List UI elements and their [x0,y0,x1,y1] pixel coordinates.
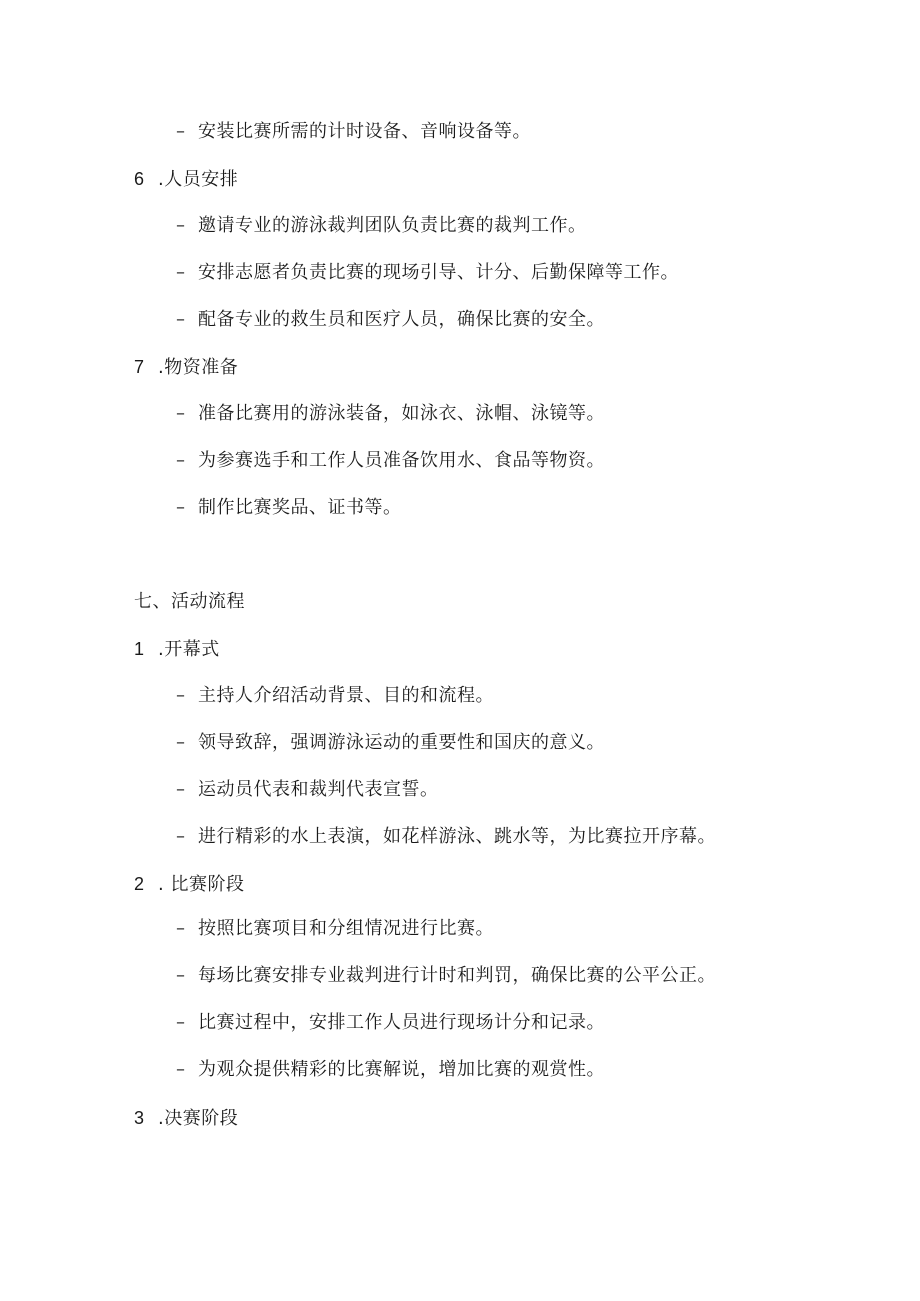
section-title: .物资准备 [158,357,239,378]
list-item [176,684,494,708]
dash-bullet: – [176,732,186,753]
list-item [176,496,402,520]
list-item [176,120,531,144]
dash-bullet: – [176,1012,186,1033]
section-number: 3 [134,1108,145,1128]
chapter-title: 七、活动流程 [134,591,245,612]
section-title: .人员安排 [158,169,239,190]
item-text: 主持人介绍活动背景、目的和流程。 [198,685,494,706]
dash-bullet: – [176,403,186,424]
item-text: 运动员代表和裁判代表宣誓。 [198,779,439,800]
numbered-heading [134,637,220,662]
list-item [176,917,494,941]
list-item [176,214,587,238]
list-item [176,402,605,426]
section-title: .开幕式 [158,639,220,660]
item-text: 为观众提供精彩的比赛解说，增加比赛的观赏性。 [198,1059,605,1080]
section-title: . 比赛阶段 [158,874,245,895]
chapter-heading [134,590,245,614]
item-text: 为参赛选手和工作人员准备饮用水、食品等物资。 [198,450,605,471]
dash-bullet: – [176,309,186,330]
item-text: 按照比赛项目和分组情况进行比赛。 [198,918,494,939]
list-item [176,825,716,849]
item-text: 配备专业的救生员和医疗人员，确保比赛的安全。 [198,309,605,330]
item-text: 安排志愿者负责比赛的现场引导、计分、后勤保障等工作。 [198,262,679,283]
dash-bullet: – [176,450,186,471]
dash-bullet: – [176,779,186,800]
item-text: 领导致辞，强调游泳运动的重要性和国庆的意义。 [198,732,605,753]
dash-bullet: – [176,262,186,283]
list-item [176,1058,605,1082]
numbered-heading [134,1106,238,1131]
section-number: 2 [134,874,145,894]
section-number: 7 [134,357,145,377]
dash-bullet: – [176,965,186,986]
list-item [176,261,679,285]
item-text: 准备比赛用的游泳装备，如泳衣、泳帽、泳镜等。 [198,403,605,424]
list-item [176,778,439,802]
list-item [176,1011,605,1035]
item-text: 邀请专业的游泳裁判团队负责比赛的裁判工作。 [198,215,587,236]
list-item [176,964,716,988]
dash-bullet: – [176,685,186,706]
list-item [176,449,605,473]
dash-bullet: – [176,215,186,236]
numbered-heading [134,355,238,380]
dash-bullet: – [176,918,186,939]
item-text: 安装比赛所需的计时设备、音响设备等。 [198,121,531,142]
item-text: 进行精彩的水上表演，如花样游泳、跳水等，为比赛拉开序幕。 [198,826,716,847]
section-number: 1 [134,639,145,659]
item-text: 每场比赛安排专业裁判进行计时和判罚，确保比赛的公平公正。 [198,965,716,986]
list-item [176,731,605,755]
dash-bullet: – [176,497,186,518]
dash-bullet: – [176,826,186,847]
dash-bullet: – [176,121,186,142]
dash-bullet: – [176,1059,186,1080]
list-item [176,308,605,332]
numbered-heading [134,872,244,897]
item-text: 制作比赛奖品、证书等。 [198,497,402,518]
section-number: 6 [134,169,145,189]
numbered-heading [134,167,238,192]
section-title: .决赛阶段 [158,1108,239,1129]
item-text: 比赛过程中，安排工作人员进行现场计分和记录。 [198,1012,605,1033]
